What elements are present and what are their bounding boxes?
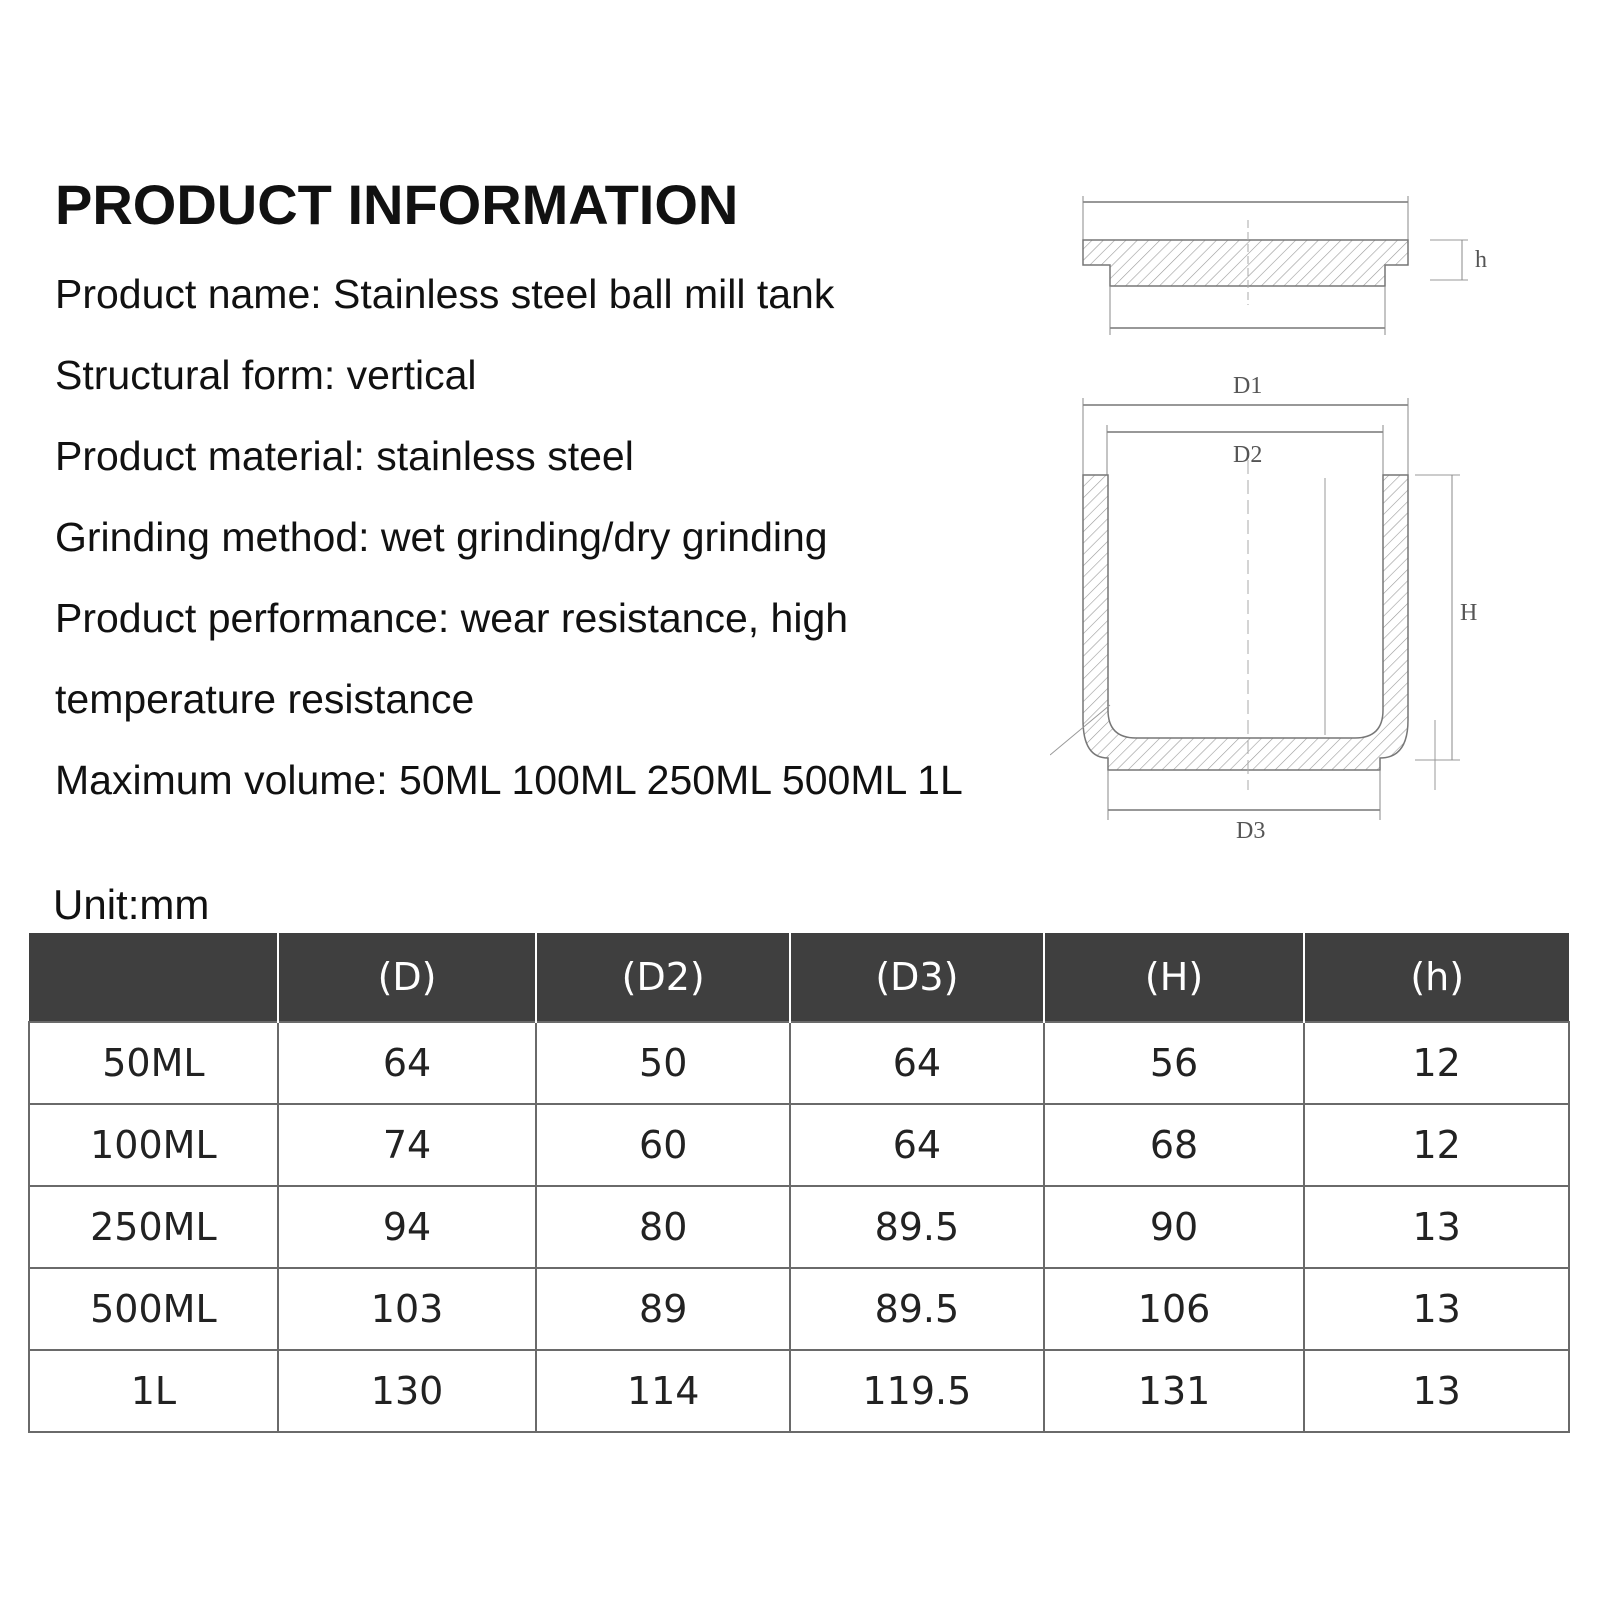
table-cell: 13 xyxy=(1304,1268,1569,1350)
table-cell: 100ML xyxy=(29,1104,278,1186)
info-product-performance-cont: temperature resistance xyxy=(55,676,475,722)
table-cell: 13 xyxy=(1304,1186,1569,1268)
label-h: h xyxy=(1475,247,1487,273)
table-cell: 106 xyxy=(1044,1268,1305,1350)
table-cell: 13 xyxy=(1304,1350,1569,1432)
info-product-material: Product material: stainless steel xyxy=(55,433,634,479)
table-row xyxy=(29,1268,1569,1350)
table-cell: 89.5 xyxy=(790,1268,1044,1350)
label-d2: D2 xyxy=(1233,442,1263,468)
table-cell: 114 xyxy=(536,1350,790,1432)
table-cell: 80 xyxy=(536,1186,790,1268)
info-product-name: Product name: Stainless steel ball mill tank xyxy=(55,271,835,317)
tank-dimension-diagram xyxy=(1050,180,1570,880)
info-product-performance: Product performance: wear resistance, high xyxy=(55,595,849,641)
table-cell: 250ML xyxy=(29,1186,278,1268)
table-header-cell xyxy=(29,933,278,1022)
table-cell: 90 xyxy=(1044,1186,1305,1268)
page-title: PRODUCT INFORMATION xyxy=(55,173,739,236)
table-header-cell: (D3) xyxy=(790,933,1044,1022)
table-cell: 94 xyxy=(278,1186,537,1268)
info-maximum-volume: Maximum volume: 50ML 100ML 250ML 500ML 1L xyxy=(55,757,963,803)
table-cell: 50ML xyxy=(29,1022,278,1104)
table-cell: 12 xyxy=(1304,1104,1569,1186)
table-cell: 64 xyxy=(790,1022,1044,1104)
table-cell: 131 xyxy=(1044,1350,1305,1432)
table-row xyxy=(29,1022,1569,1104)
table-header-cell: (D2) xyxy=(536,933,790,1022)
table-cell: 74 xyxy=(278,1104,537,1186)
table-cell: 130 xyxy=(278,1350,537,1432)
info-structural-form: Structural form: vertical xyxy=(55,352,477,398)
table-cell: 12 xyxy=(1304,1022,1569,1104)
table-cell: 56 xyxy=(1044,1022,1305,1104)
table-cell: 103 xyxy=(278,1268,537,1350)
label-d3: D3 xyxy=(1236,818,1266,844)
table-header-cell: (H) xyxy=(1044,933,1305,1022)
info-grinding-method: Grinding method: wet grinding/dry grinding xyxy=(55,514,828,560)
table-cell: 500ML xyxy=(29,1268,278,1350)
spec-table xyxy=(28,933,1570,1433)
table-cell: 68 xyxy=(1044,1104,1305,1186)
table-row xyxy=(29,1104,1569,1186)
table-cell: 89.5 xyxy=(790,1186,1044,1268)
table-header-cell: (D) xyxy=(278,933,537,1022)
table-cell: 50 xyxy=(536,1022,790,1104)
label-H: H xyxy=(1460,600,1478,626)
table-cell: 60 xyxy=(536,1104,790,1186)
table-cell: 119.5 xyxy=(790,1350,1044,1432)
table-cell: 64 xyxy=(790,1104,1044,1186)
unit-label: Unit:mm xyxy=(53,881,210,928)
label-d1: D1 xyxy=(1233,373,1263,399)
table-row xyxy=(29,1186,1569,1268)
tank-body-drawing xyxy=(1050,460,1477,844)
table-cell: 1L xyxy=(29,1350,278,1432)
lid-drawing xyxy=(1083,196,1487,335)
table-row xyxy=(29,1350,1569,1432)
table-header-row xyxy=(29,933,1569,1022)
table-header-cell: (h) xyxy=(1304,933,1569,1022)
table-cell: 89 xyxy=(536,1268,790,1350)
table-cell: 64 xyxy=(278,1022,537,1104)
